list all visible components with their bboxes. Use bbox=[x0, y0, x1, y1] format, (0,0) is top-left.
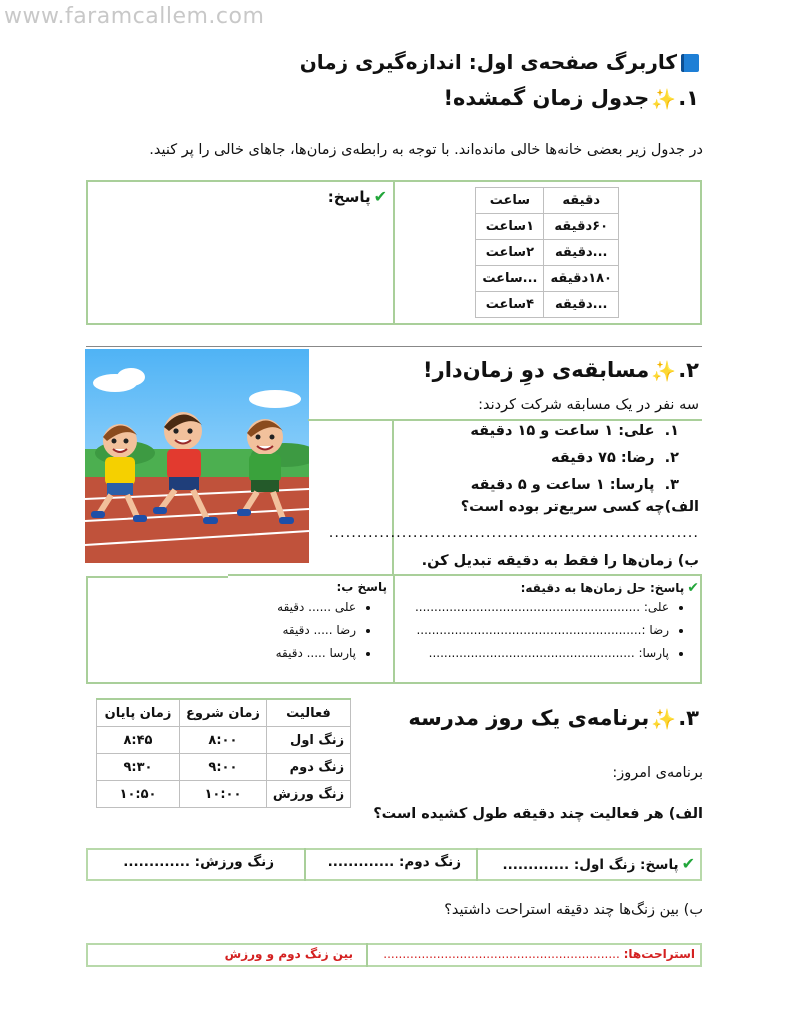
answer-dots: .................................................................. bbox=[328, 525, 699, 541]
sparkle-icon: ✨ bbox=[651, 87, 677, 111]
section3-title: برنامه‌ی یک روز مدرسه bbox=[408, 706, 650, 730]
section2-heading bbox=[423, 358, 699, 383]
watermark: www.faramcallem.com bbox=[4, 4, 265, 29]
runners-illustration bbox=[85, 349, 309, 563]
question-a: الف) هر فعالیت چند دقیقه طول کشیده است؟ bbox=[373, 806, 703, 822]
list-item: ۱. علی: ۱ ساعت و ۱۵ دقیقه bbox=[470, 423, 679, 439]
section1-instructions: در جدول زیر بعضی خانه‌ها خالی مانده‌اند. با توجه به رابطه‌ی زمان‌ها، جاهای خالی را پر کنید. bbox=[149, 142, 703, 158]
sparkle-icon: ✨ bbox=[651, 359, 677, 383]
table-header: ساعت bbox=[476, 188, 544, 214]
table-cell: ۶۰دقیقه bbox=[544, 214, 619, 240]
table-header: زمان پایان bbox=[97, 699, 180, 727]
divider bbox=[308, 419, 702, 421]
question-a: الف)چه کسی سریع‌تر بوده است؟ bbox=[460, 499, 699, 515]
divider bbox=[304, 848, 306, 881]
list-item: • رضا ..... دقیقه bbox=[186, 623, 356, 646]
section2-title: مسابقه‌ی دوِ زمان‌دار! bbox=[423, 358, 650, 382]
table-row bbox=[476, 266, 619, 292]
divider bbox=[86, 576, 88, 684]
table-header: زمان شروع bbox=[180, 699, 267, 727]
table-cell: ۸:۰۰ bbox=[180, 727, 267, 754]
table-row bbox=[476, 240, 619, 266]
list-item: • پارسا ..... دقیقه bbox=[186, 646, 356, 669]
answer-left-list bbox=[186, 600, 374, 669]
section2-number: ۲. bbox=[678, 358, 699, 382]
divider bbox=[700, 576, 702, 684]
section1-heading bbox=[443, 86, 699, 111]
list-item: • علی ...... دقیقه bbox=[186, 600, 356, 623]
table-cell: ...دقیقه bbox=[544, 292, 619, 318]
sparkle-icon: ✨ bbox=[651, 707, 677, 731]
program-label: برنامه‌ی امروز: bbox=[612, 765, 703, 781]
table-cell: ۸:۴۵ bbox=[97, 727, 180, 754]
page-title: کاربرگ صفحه‌ی اول: اندازه‌گیری زمان bbox=[300, 50, 699, 74]
section3-heading bbox=[408, 706, 699, 731]
table-header: فعالیت bbox=[266, 699, 350, 727]
table-cell: زنگ دوم bbox=[266, 754, 350, 781]
list-item: ۲. رضا: ۷۵ دقیقه bbox=[551, 450, 679, 466]
table-cell: ۱ساعت bbox=[476, 214, 544, 240]
divider bbox=[366, 943, 368, 967]
check-icon: ✔ bbox=[687, 580, 699, 596]
divider bbox=[86, 346, 702, 347]
divider bbox=[393, 180, 395, 325]
answer-right-list bbox=[389, 600, 687, 669]
answer-first: ✔پاسخ: زنگ اول: ............. bbox=[502, 854, 695, 873]
table-cell: ۱۰:۵۰ bbox=[97, 781, 180, 808]
check-icon: ✔ bbox=[373, 187, 387, 206]
table-cell: ۱۸۰دقیقه bbox=[544, 266, 619, 292]
table-cell: ۹:۳۰ bbox=[97, 754, 180, 781]
table-row bbox=[97, 727, 351, 754]
section1-answer-label: ✔پاسخ: bbox=[327, 187, 387, 206]
table-cell: زنگ ورزش bbox=[266, 781, 350, 808]
list-item: ۳. پارسا: ۱ ساعت و ۵ دقیقه bbox=[470, 477, 679, 493]
schedule-table bbox=[96, 698, 351, 808]
divider bbox=[392, 419, 394, 574]
check-icon: ✔ bbox=[681, 854, 695, 873]
list-item: • پارسا: ...................................................... bbox=[389, 646, 669, 669]
table-row bbox=[476, 292, 619, 318]
answer-third: زنگ ورزش: ............. bbox=[123, 854, 274, 870]
section1-title: جدول زمان گمشده! bbox=[443, 86, 650, 110]
rest-between: بین زنگ دوم و ورزش bbox=[224, 947, 353, 961]
table-cell: ۴ساعت bbox=[476, 292, 544, 318]
table-cell: ...دقیقه bbox=[544, 240, 619, 266]
divider bbox=[86, 576, 228, 578]
book-icon bbox=[681, 54, 699, 72]
table-cell: ۱۰:۰۰ bbox=[180, 781, 267, 808]
section1-number: ۱. bbox=[678, 86, 699, 110]
rest-answer: استراحت‌ها: .............................................................. bbox=[383, 947, 695, 961]
table-cell: زنگ اول bbox=[266, 727, 350, 754]
answer-second: زنگ دوم: ............. bbox=[327, 854, 461, 870]
table-header: دقیقه bbox=[544, 188, 619, 214]
list-item: • علی: ........................................................... bbox=[389, 600, 669, 623]
divider bbox=[700, 180, 702, 325]
table-row bbox=[476, 214, 619, 240]
divider bbox=[476, 848, 478, 881]
table-cell: ۹:۰۰ bbox=[180, 754, 267, 781]
table-row bbox=[97, 754, 351, 781]
list-item: • رضا :........................................................... bbox=[389, 623, 669, 646]
question-b: ب) بین زنگ‌ها چند دقیقه استراحت داشتید؟ bbox=[444, 902, 703, 918]
runners-list bbox=[470, 423, 679, 504]
table-row bbox=[97, 781, 351, 808]
time-table bbox=[475, 187, 619, 318]
section2-intro: سه نفر در یک مسابقه شرکت کردند: bbox=[478, 397, 699, 413]
table-cell: ۲ساعت bbox=[476, 240, 544, 266]
divider bbox=[86, 180, 88, 325]
answer-left-label: پاسخ ب: bbox=[336, 580, 387, 594]
table-cell: ...ساعت bbox=[476, 266, 544, 292]
question-b: ب) زمان‌ها را فقط به دقیقه تبدیل کن. bbox=[421, 553, 699, 569]
answer-right-label: ✔پاسخ: حل زمان‌ها به دقیقه: bbox=[520, 580, 699, 596]
section3-number: ۳. bbox=[678, 706, 699, 730]
divider bbox=[228, 574, 702, 576]
